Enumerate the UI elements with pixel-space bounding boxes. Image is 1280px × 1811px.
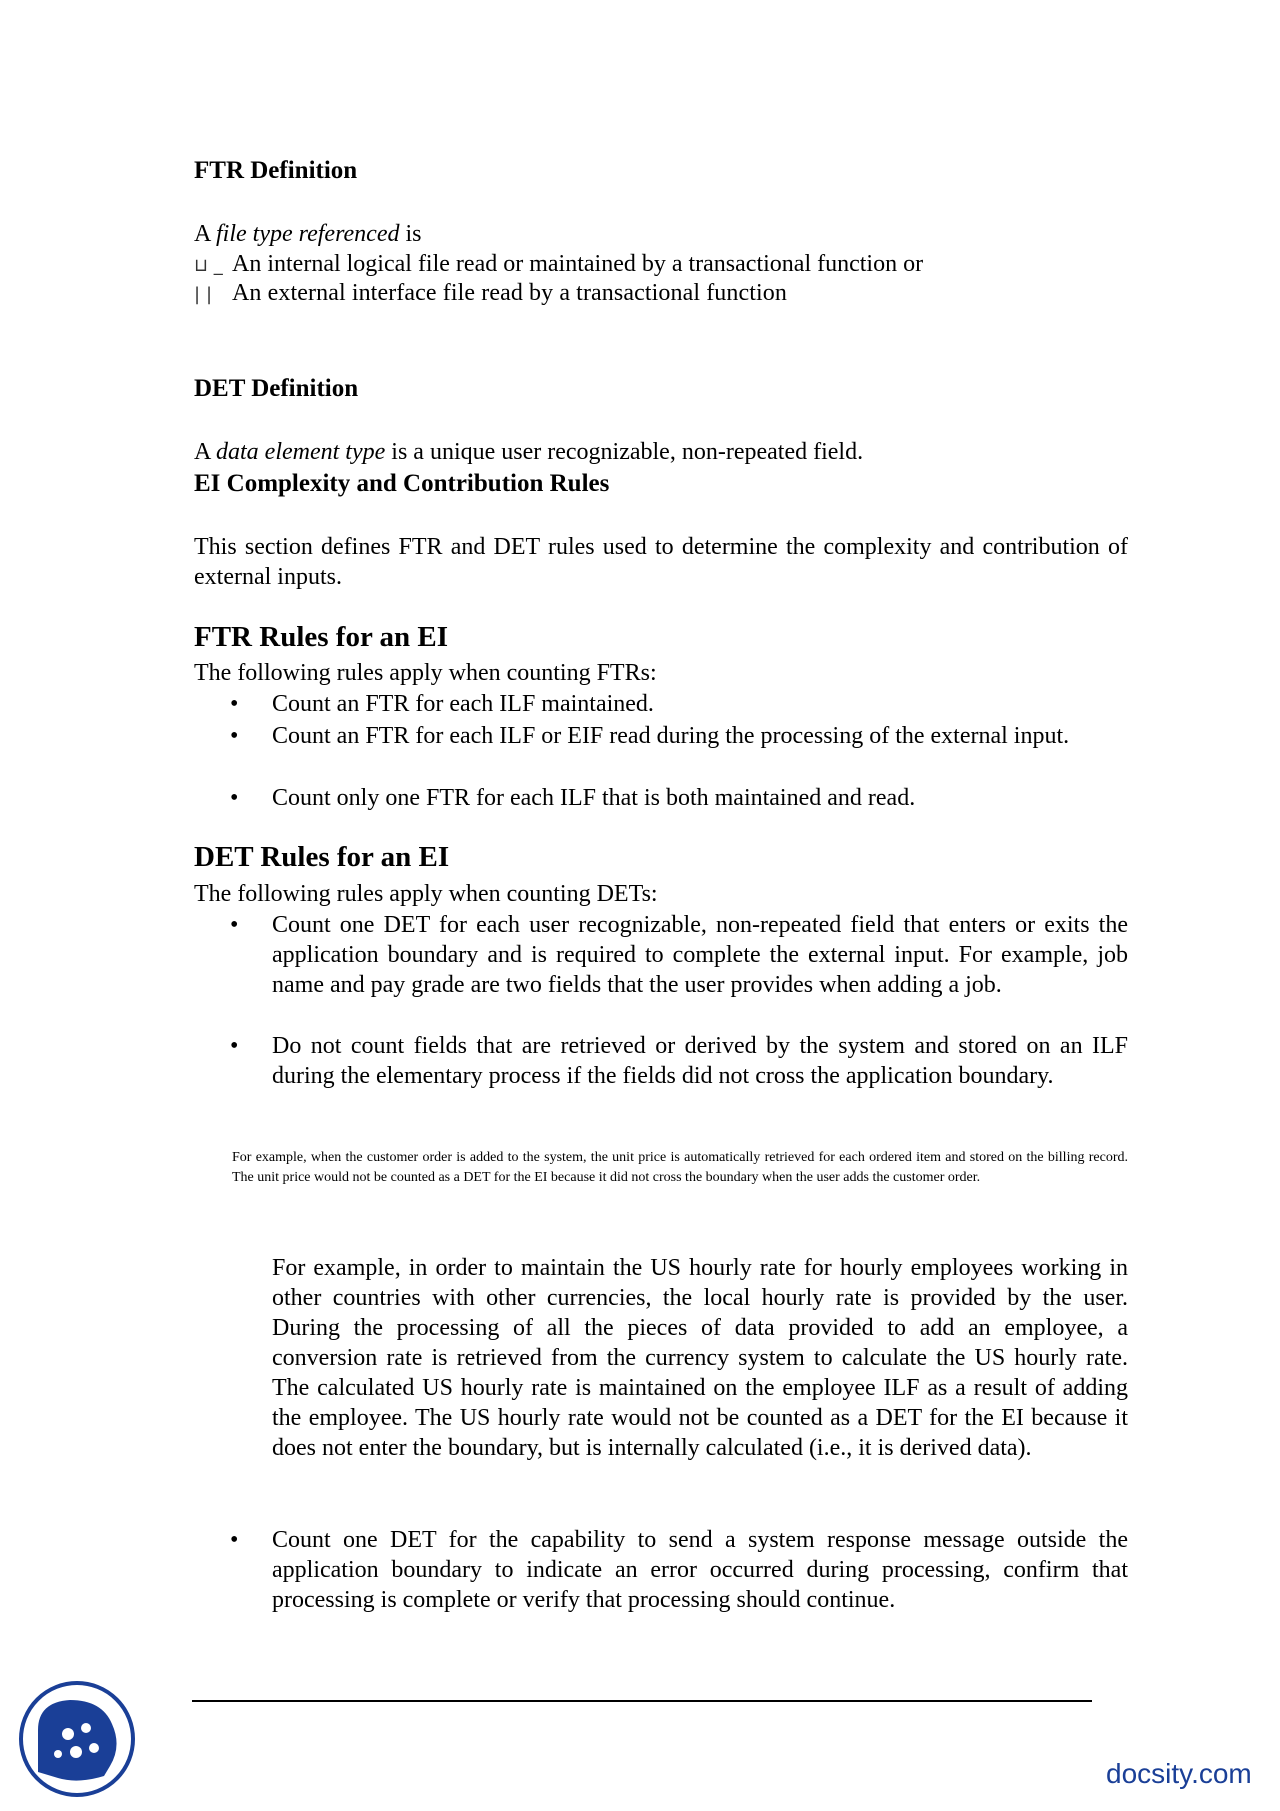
ftr-definition-item xyxy=(194,249,923,281)
docsity-logo-icon xyxy=(18,1680,136,1798)
det-definition-text xyxy=(194,437,1128,467)
ftr-definition-item-text: An external interface file read by a transactional function xyxy=(232,280,787,306)
list-item-text: Count only one FTR for each ILF that is both maintained and read. xyxy=(272,785,916,811)
bullet-icon: • xyxy=(230,691,239,717)
det-text-post: is a unique user recognizable, non-repeated field. xyxy=(385,439,864,465)
ftr-definition-heading: FTR Definition xyxy=(194,157,358,184)
det-text-pre: A xyxy=(194,439,217,465)
ftr-definition-item-text: An internal logical file read or maintained by a transactional function or xyxy=(232,251,924,277)
det-rules-heading: DET Rules for an EI xyxy=(194,841,450,873)
bullet-icon: • xyxy=(230,1527,239,1553)
list-item xyxy=(232,1525,1128,1615)
list-item-text: Count an FTR for each ILF or EIF read during the processing of the external input. xyxy=(272,723,1070,749)
bullet-icon: • xyxy=(230,912,239,938)
bullet-icon: • xyxy=(230,1033,239,1059)
ftr-definition-intro xyxy=(194,219,1128,249)
list-item xyxy=(232,1031,1128,1091)
ftr-definition-item xyxy=(194,278,787,310)
list-item-text: Count one DET for the capability to send a system response message outside the application boundary to indicate an error occurred during processing, confirm that processing is complete or verify that processing should continue. xyxy=(272,1527,1128,1613)
list-item-text: Count one DET for each user recognizable, non-repeated field that enters or exits the application boundary and is required to complete the external input. For example, job name and pay grade are two fields that the user provides when adding a job. xyxy=(272,912,1128,998)
intro-pre: A xyxy=(194,221,217,247)
small-example-text: For example, when the customer order is added to the system, the unit price is automatically retrieved for each ordered item and stored on the billing record. The unit price would not be counted as a DET for the EI because it did not cross the boundary when the user adds the customer order. xyxy=(232,1150,1128,1185)
list-item xyxy=(232,783,1128,813)
square-bullet-icon: ⊔ _ xyxy=(194,255,223,276)
ftr-rules-heading: FTR Rules for an EI xyxy=(194,621,449,653)
det-text-term: data element type xyxy=(216,439,386,465)
docsity-brand-link[interactable]: docsity.com xyxy=(1106,1758,1252,1789)
intro-term: file type referenced xyxy=(216,221,400,247)
bullet-icon: • xyxy=(230,723,239,749)
intro-post: is xyxy=(399,221,422,247)
list-item xyxy=(232,721,1128,751)
list-item xyxy=(232,689,1128,719)
ei-complexity-text: This section defines FTR and DET rules used to determine the complexity and contribution of external inputs. xyxy=(194,534,1128,590)
footer-divider xyxy=(192,1700,1092,1702)
bullet-icon: • xyxy=(230,785,239,811)
det-rules-intro: The following rules apply when counting DETs: xyxy=(194,881,658,907)
det-definition-heading: DET Definition xyxy=(194,375,359,402)
list-item xyxy=(232,910,1128,1000)
list-item-text: Count an FTR for each ILF maintained. xyxy=(272,691,654,717)
ftr-rules-intro: The following rules apply when counting FTRs: xyxy=(194,660,657,686)
square-bullet-icon: | | xyxy=(194,284,213,305)
ei-complexity-heading: EI Complexity and Contribution Rules xyxy=(194,470,610,497)
list-item-text: Do not count fields that are retrieved or derived by the system and stored on an ILF during the elementary process if the fields did not cross the application boundary. xyxy=(272,1033,1128,1089)
example-paragraph: For example, in order to maintain the US hourly rate for hourly employees working in other countries with other currencies, the local hourly rate is provided by the user. During the processing of all the pieces of data provided to add an employee, a conversion rate is retrieved from the currency system to calculate the US hourly rate. The calculated US hourly rate is maintained on the employee ILF as a result of adding the employee. The US hourly rate would not be counted as a DET for the EI because it does not enter the boundary, but is internally calculated (i.e., it is derived data). xyxy=(272,1255,1128,1461)
